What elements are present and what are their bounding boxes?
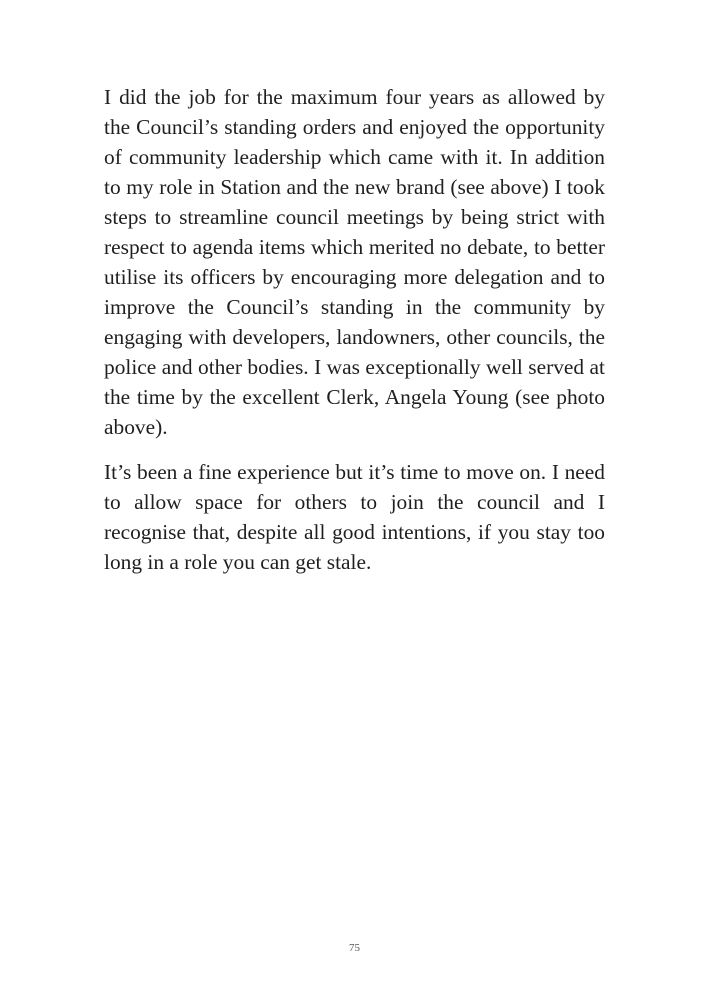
paragraph-2: It’s been a fine experience but it’s time to move on. I need to allow space for others to join the council and I recognise that, despite all good intentions, if you stay too long in a role you can get stale.: [104, 460, 605, 574]
paragraph-1: I did the job for the maximum four years as allowed by the Council’s standing orders and enjoyed the opportunity of community leadership which came with it. In addition to my role in Station and the new brand (see above) I took steps to streamline council meetings by being strict with respect to agenda items which merited no debate, to better utilise its officers by encouraging more delegation and to improve the Council’s standing in the community by engaging with developers, landowners, other councils, the police and other bodies. I was exceptionally well served at the time by the excellent Clerk, Angela Young (see photo above).: [104, 85, 605, 439]
body-text: [104, 82, 605, 592]
page-number: 75: [349, 942, 360, 954]
